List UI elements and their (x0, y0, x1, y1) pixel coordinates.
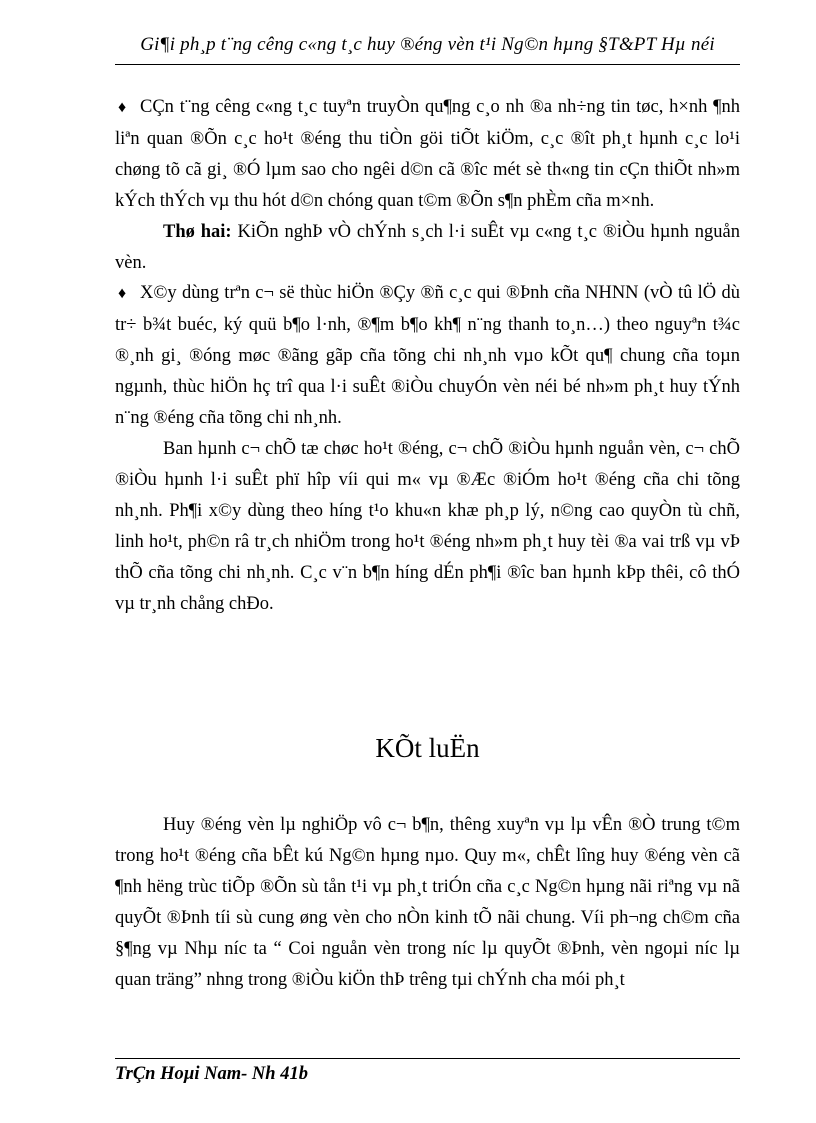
paragraph-1 (115, 92, 740, 217)
header-divider (115, 64, 740, 65)
paragraph-4-text: Ban hµnh c¬ chÕ tæ chøc ho¹t ®éng, c¬ chÕ ®iÒu hµnh nguån vèn, c¬ chÕ ®iÒu hµnh l·i suÊt phï hîp víi qui m« vµ ®Æc ®iÓm ho¹t ®éng cña chi tõng nh¸nh. Ph¶i x©y dùng theo híng t¹o khu«n khæ ph¸p lý, n©ng cao quyÒn tù chñ, linh ho¹t, ph©n râ tr¸ch nhiÖm trong ho¹t ®éng nh»m ph¸t huy tèi ®a vai trß vµ vÞ thÕ cña tõng chi nh¸nh. C¸c v¨n b¶n híng dÉn ph¶i ®îc ban hµnh kÞp thêi, cô thÓ vµ tr¸nh chång chÐo. (115, 438, 740, 614)
body-section-recommendations (115, 92, 740, 619)
section-label-second: Thø hai: (163, 221, 232, 242)
paragraph-4 (115, 434, 740, 619)
paragraph-2 (115, 217, 740, 279)
footer-divider (115, 1058, 740, 1059)
page-footer-author: TrÇn Hoµi Nam- Nh 41b (115, 1064, 308, 1084)
diamond-bullet-icon: ♦ (118, 99, 127, 116)
body-section-conclusion (115, 810, 740, 995)
paragraph-2-text: KiÕn nghÞ vÒ chÝnh s¸ch l·i suÊt vµ c«ng t¸c ®iÒu hµnh nguån vèn. (115, 221, 740, 273)
diamond-bullet-icon: ♦ (118, 285, 127, 303)
paragraph-3-text: X©y dùng trªn c¬ së thùc hiÖn ®Çy ®ñ c¸c qui ®Þnh cña NHNN (vÒ tû lÖ dù tr÷ b¾t buéc, ký quü b¶o l·nh, ®¶m b¶o kh¶ n¨ng thanh to¸n…) theo nguyªn t¾c ®¸nh gi¸ ®óng møc ®ãng gãp cña tõng chi nh¸nh vµo kÕt qu¶ chung cña toµn ngµnh, thùc hiÖn hç trî qua l·i suÊt ®iÒu chuyÓn vèn néi bé nh»m ph¸t huy tÝnh n¨ng ®éng cña tõng chi nh¸nh. (115, 283, 740, 429)
page-header: Gi¶i ph¸p t¨ng cêng c«ng t¸c huy ®éng vèn t¹i Ng©n hµng §T&PT Hµ néi (140, 34, 715, 55)
conclusion-paragraph: Huy ®éng vèn lµ nghiÖp vô c¬ b¶n, thêng xuyªn vµ lµ vÊn ®Ò trung t©m trong ho¹t ®éng cña bÊt kú Ng©n hµng nµo. Quy m«, chÊt lîng huy ®éng vèn cã ¶nh hëng trùc tiÕp ®Õn sù tån t¹i vµ ph¸t triÓn cña c¸c Ng©n hµng nãi riªng vµ nã quyÕt ®Þnh tíi sù cung øng vèn cho nÒn kinh tÕ nãi chung. Víi ph¬ng ch©m cña §¶ng vµ Nhµ níc ta “ Coi nguån vèn trong níc lµ quyÕt ®Þnh, vèn ngoµi níc lµ quan träng” nhng trong ®iÒu kiÖn thÞ trêng tµi chÝnh cha mói ph¸t (115, 815, 740, 990)
paragraph-1-text: CÇn t¨ng cêng c«ng t¸c tuyªn truyÒn qu¶ng c¸o nh ®a nh÷ng tin tøc, h×nh ¶nh liªn quan ®Õn c¸c ho¹t ®éng thu tiÒn göi tiÕt kiÖm, c¸c ®ît ph¸t hµnh c¸c lo¹i chøng tõ cã gi¸ ®Ó lµm sao cho ngêi d©n cã ®îc mét sè th«ng tin cÇn thiÕt nh»m kÝch thÝch vµ thu hót d©n chóng quan t©m ®Õn s¶n phÈm cña m×nh. (115, 97, 740, 211)
paragraph-3 (115, 278, 740, 434)
section-title-conclusion: KÕt luËn (375, 733, 480, 763)
